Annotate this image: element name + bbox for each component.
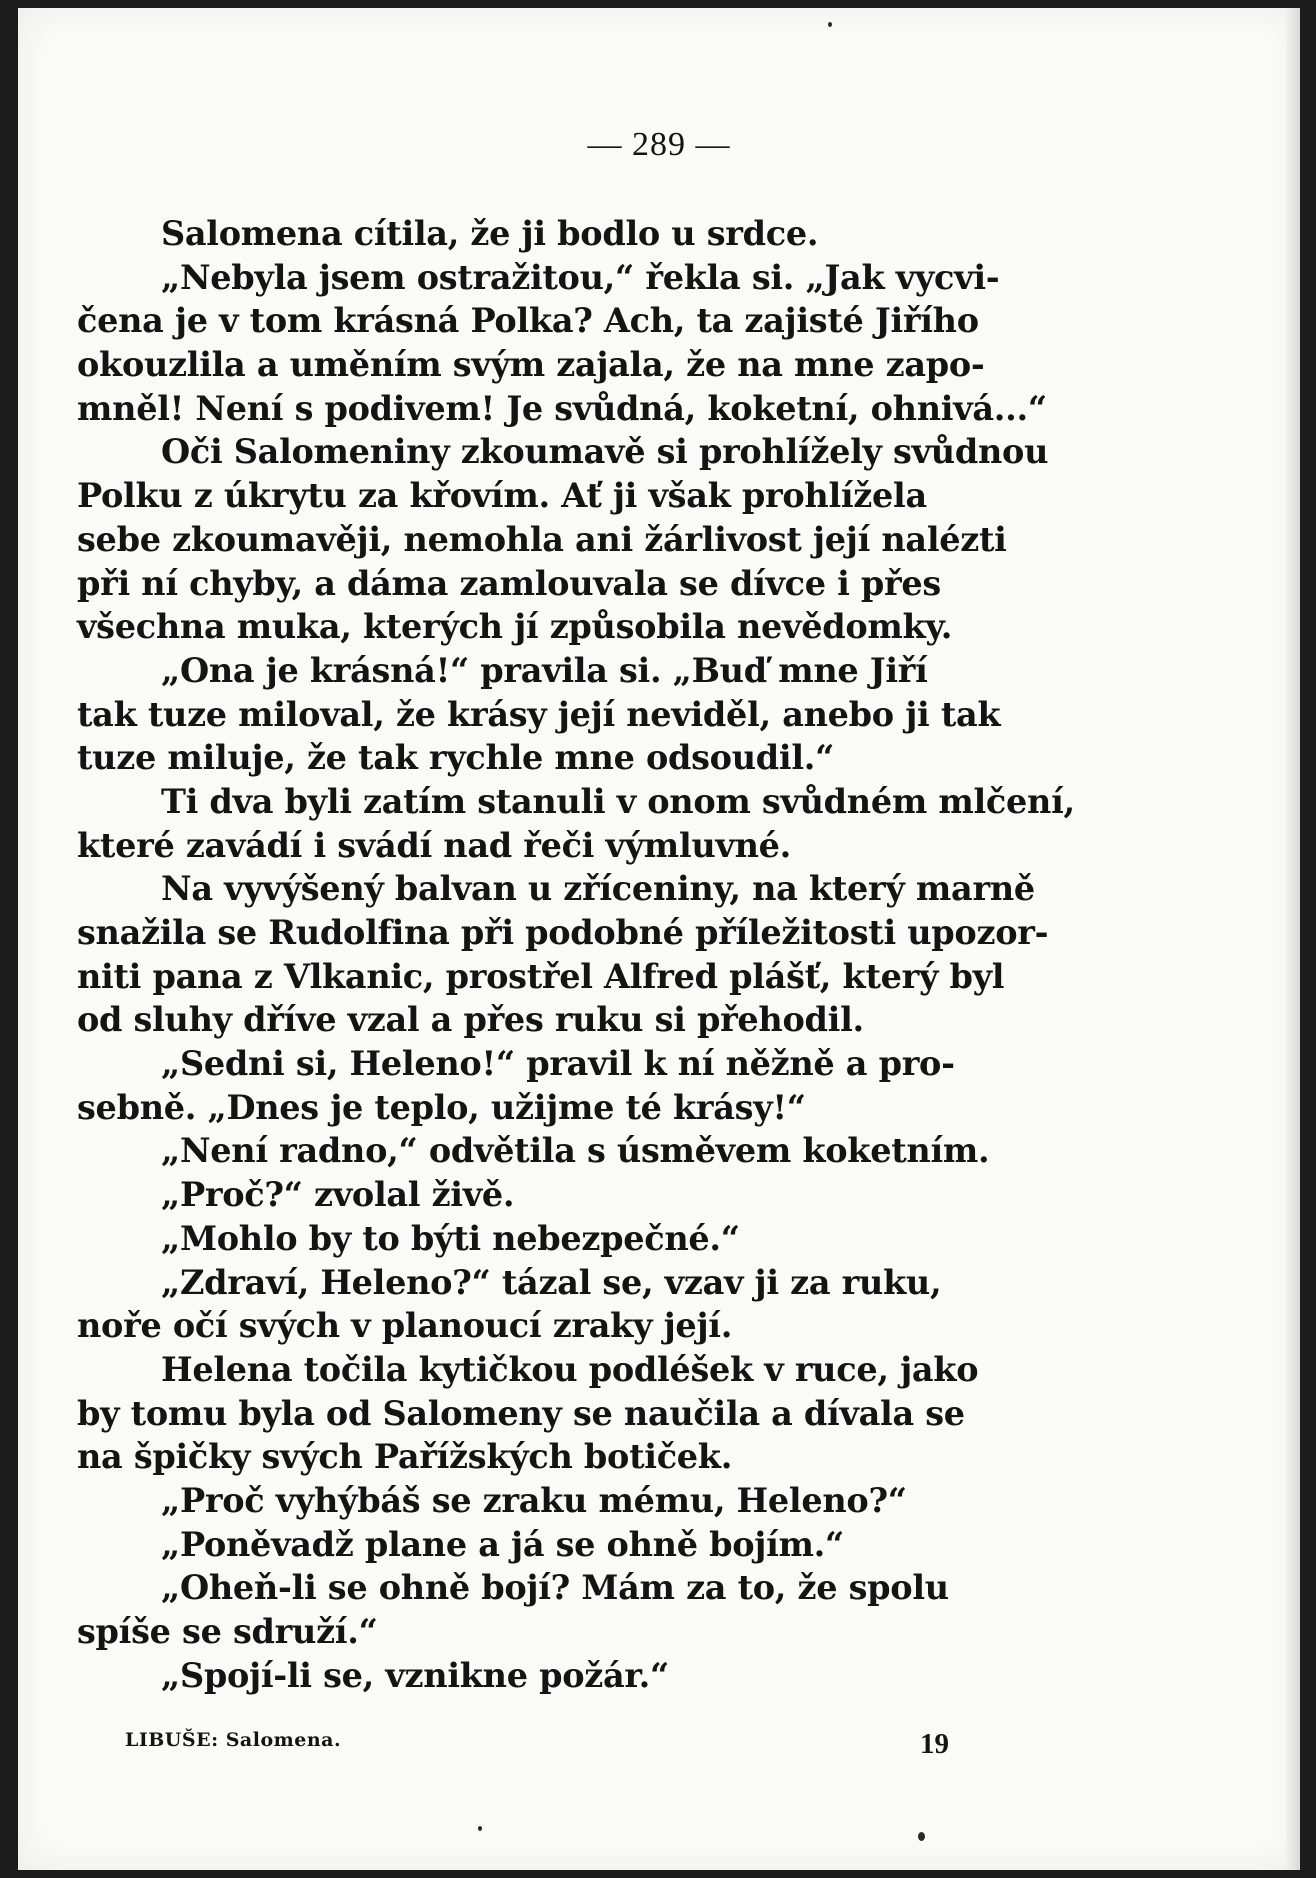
text-line: sebně. „Dnes je teplo, užijme té krásy!“ [77, 1087, 806, 1127]
text-line: „Nebyla jsem ostražitou,“ řekla si. „Jak vycvi- [161, 257, 1000, 297]
text-line: noře očí svých v planoucí zraky její. [77, 1306, 733, 1346]
sheet-number: 19 [920, 1728, 949, 1760]
text-line: Ti dva byli zatím stanuli v onom svůdném mlčení, [161, 781, 1075, 821]
ink-speck [918, 1832, 925, 1841]
text-line: sebe zkoumavěji, nemohla ani žárlivost její nalézti [77, 519, 1007, 559]
text-line: „Zdraví, Heleno?“ tázal se, vzav ji za ruku, [161, 1262, 942, 1302]
ink-speck [478, 1826, 482, 1831]
text-line: niti pana z Vlkanic, prostřel Alfred plášť, který byl [77, 956, 1005, 996]
body-text [77, 212, 1075, 1697]
text-line: „Spojí-li se, vznikne požár.“ [161, 1655, 670, 1695]
text-line: spíše se sdruží.“ [77, 1612, 378, 1651]
page-number: — 289 — [587, 126, 731, 163]
text-line: Helena točila kytičkou podléšek v ruce, jako [161, 1349, 979, 1389]
text-line: které zavádí i svádí nad řeči výmluvné. [77, 825, 792, 865]
text-line: mněl! Není s podivem! Je svůdná, koketní, ohnivá...“ [77, 388, 1047, 428]
text-line: „Ona je krásná!“ pravila si. „Buď mne Jiří [161, 650, 928, 690]
text-line: Na vyvýšený balvan u zříceniny, na který marně [161, 869, 1035, 909]
text-line: od sluhy dříve vzal a přes ruku si přehodil. [77, 1000, 864, 1040]
page-edge [1286, 8, 1300, 1870]
book-page [18, 8, 1300, 1870]
ink-speck [828, 22, 832, 27]
text-line: „Mohlo by to býti nebezpečné.“ [161, 1218, 740, 1258]
text-line: „Proč vyhýbáš se zraku mému, Heleno?“ [161, 1480, 907, 1520]
text-line: „Sedni si, Heleno!“ pravil k ní něžně a pro- [161, 1044, 955, 1084]
text-line: Oči Salomeniny zkoumavě si prohlížely svůdnou [161, 432, 1049, 472]
text-line: „Poněvadž plane a já se ohně bojím.“ [161, 1524, 844, 1564]
text-line: snažila se Rudolfina při podobné příležitosti upozor- [77, 913, 1049, 952]
text-line: všechna muka, kterých jí způsobila nevědomky. [77, 607, 953, 647]
text-line: „Není radno,“ odvětila s úsměvem koketním. [161, 1131, 990, 1171]
text-line: „Proč?“ zvolal živě. [161, 1175, 515, 1215]
text-line: Salomena cítila, že ji bodlo u srdce. [161, 214, 819, 253]
text-line: tak tuze miloval, že krásy její neviděl, anebo ji tak [77, 694, 1001, 734]
text-line: okouzlila a uměním svým zajala, že na mne zapo- [77, 345, 985, 385]
text-line: by tomu byla od Salomeny se naučila a dívala se [77, 1393, 965, 1433]
text-line: Polku z úkrytu za křovím. Ať ji však prohlížela [77, 476, 927, 516]
text-line: tuze miluje, že tak rychle mne odsoudil.“ [77, 738, 835, 778]
text-line: „Oheň-li se ohně bojí? Mám za to, že spolu [161, 1568, 949, 1608]
text-line: při ní chyby, a dáma zamlouvala se dívce i přes [77, 563, 941, 603]
text-line: čena je v tom krásná Polka? Ach, ta zajisté Jiřího [77, 301, 979, 341]
signature-mark: LIBUŠE: Salomena. [125, 1729, 342, 1751]
text-line: na špičky svých Pařížských botiček. [77, 1437, 733, 1477]
